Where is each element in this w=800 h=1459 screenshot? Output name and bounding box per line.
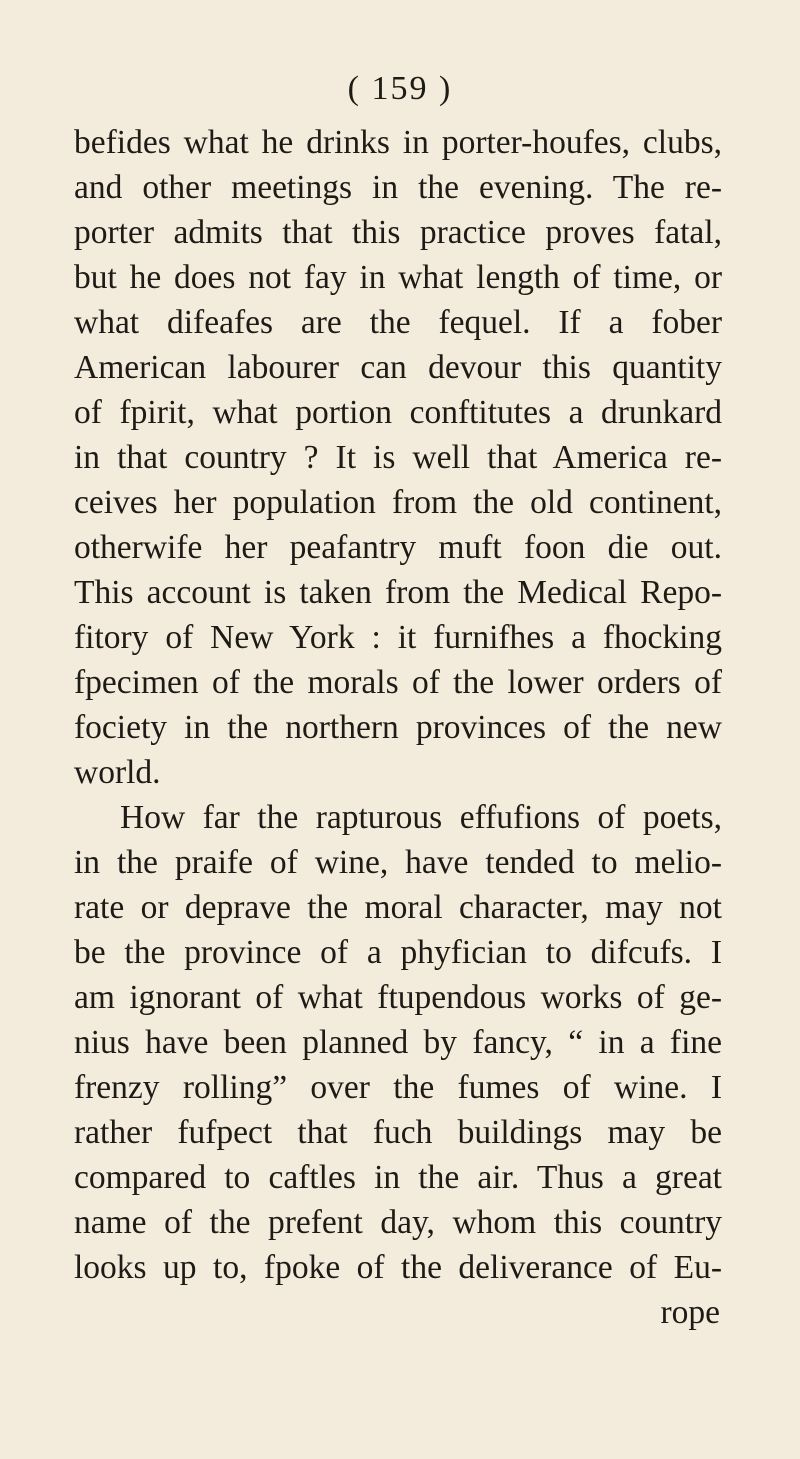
text-line: This account is taken from the Medical Repo- bbox=[74, 574, 722, 611]
text-line: nius have been planned by fancy, “ in a fine bbox=[74, 1024, 722, 1061]
text-line: porter admits that this practice proves fatal, bbox=[74, 214, 722, 251]
text-line: fitory of New York : it furnifhes a fhocking bbox=[74, 619, 722, 656]
page-number-header: ( 159 ) bbox=[347, 70, 453, 107]
text-line: compared to caftles in the air. Thus a great bbox=[74, 1159, 722, 1196]
text-line: name of the prefent day, whom this country bbox=[74, 1204, 722, 1241]
text-line: fpecimen of the morals of the lower orders of bbox=[74, 664, 722, 701]
text-line: fociety in the northern provinces of the new bbox=[74, 709, 722, 746]
text-line: in the praife of wine, have tended to melio- bbox=[74, 844, 722, 881]
text-line: but he does not fay in what length of time, or bbox=[74, 259, 722, 296]
text-line: am ignorant of what ftupendous works of ge- bbox=[74, 979, 722, 1016]
text-line: rather fufpect that fuch buildings may be bbox=[74, 1114, 722, 1151]
body-text bbox=[74, 120, 722, 1335]
paragraph-start-line: How far the rapturous effufions of poets, bbox=[120, 799, 722, 836]
text-line: American labourer can devour this quantity bbox=[74, 349, 722, 386]
catchword: rope bbox=[660, 1294, 720, 1331]
text-line: of fpirit, what portion conftitutes a drunkard bbox=[74, 394, 722, 431]
text-line: otherwife her peafantry muft foon die out. bbox=[74, 529, 722, 566]
text-line: world. bbox=[74, 754, 161, 791]
text-line: looks up to, fpoke of the deliverance of Eu- bbox=[74, 1249, 722, 1286]
text-line: rate or deprave the moral character, may not bbox=[74, 889, 722, 926]
text-line: and other meetings in the evening. The re- bbox=[74, 169, 722, 206]
text-line: in that country ? It is well that America re- bbox=[74, 439, 722, 476]
text-line: ceives her population from the old continent, bbox=[74, 484, 722, 521]
text-line: befides what he drinks in porter-houfes, clubs, bbox=[74, 124, 722, 161]
text-line: be the province of a phyfician to difcufs. I bbox=[74, 934, 722, 971]
text-line: what difeafes are the fequel. If a fober bbox=[74, 304, 722, 341]
text-line: frenzy rolling” over the fumes of wine. I bbox=[74, 1069, 722, 1106]
